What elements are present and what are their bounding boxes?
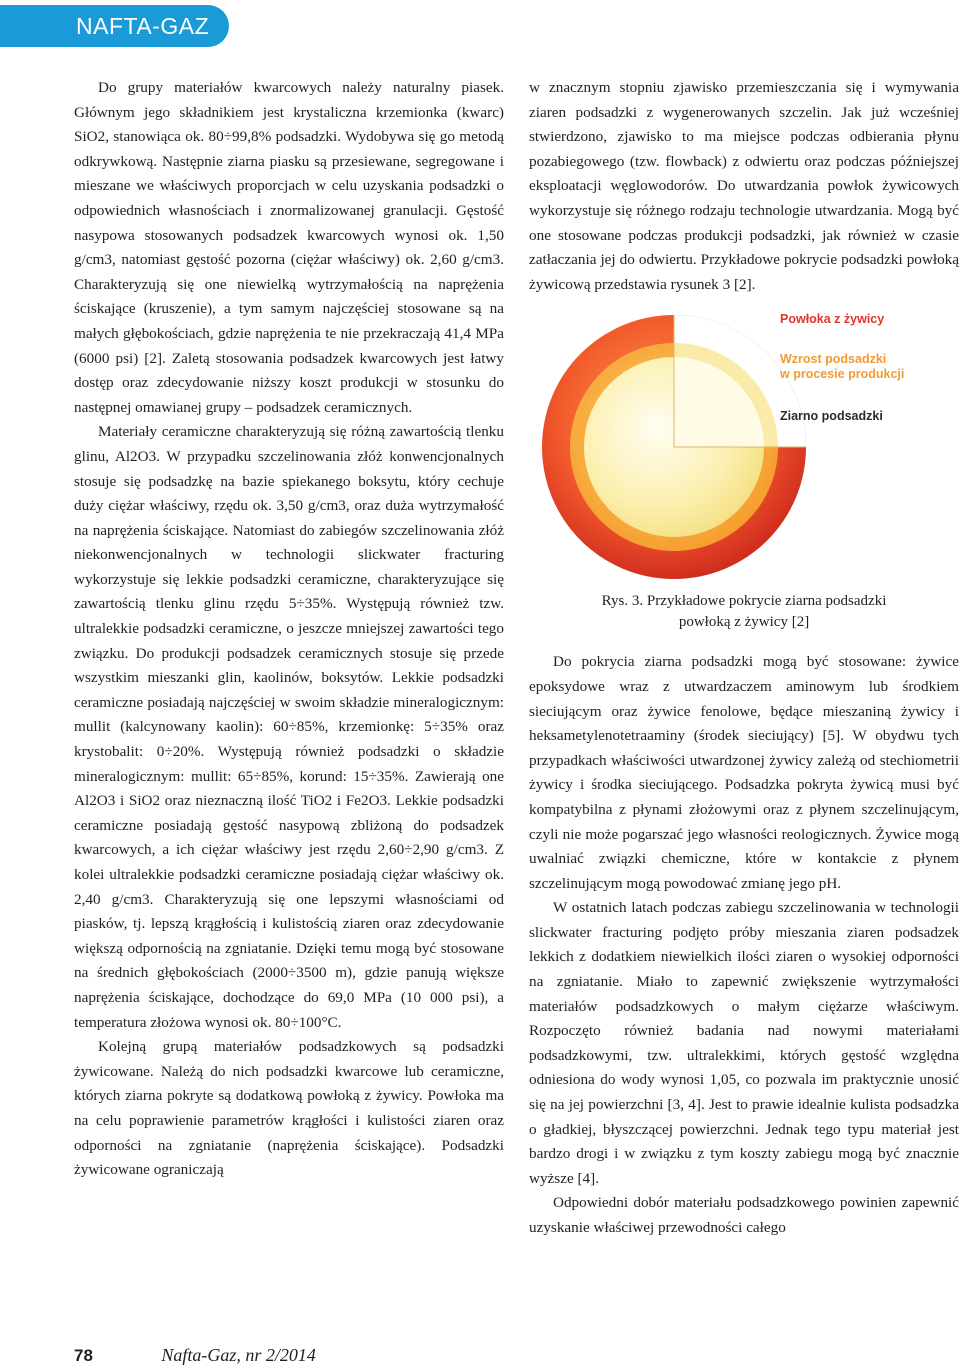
journal-tag: NAFTA-GAZ	[0, 5, 229, 47]
figure-caption	[529, 591, 959, 633]
page-footer	[74, 1345, 316, 1366]
grain-illustration	[529, 309, 959, 584]
label-growth	[780, 352, 910, 382]
page-number: 78	[74, 1346, 93, 1365]
caption-line-2: powłoką z żywicy [2]	[678, 614, 810, 631]
right-paragraph-3: W ostatnich latach podczas zabiegu szczelinowania w technologii slickwater fracturing podjęto próby mieszania ziaren podsadzek lekkich z dodatkiem niewielkich ilości ziaren o wysokiej odporności na zgniatanie. Miało to zapewnić zwiększenie wytrzymałości materiałów podsadzkowych o małym ciężarze właściwym. Rozpoczęto również badania nad nowymi materiałami podsadzkowymi, tzw. ultralekkimi, których gęstość względna odniesiona do wody wynosi 1,05, co pozwala im praktycznie unosić się na jej powierzchni [3, 4]. Jest to prawie idealnie kulista podsadzka o gładkiej, błyszczącej powierzchni. Jednak tego typu materiał jest bardzo drogi i w związku z tym koszty zabiegu mogą być znacznie wyższe [4].	[529, 899, 959, 1187]
label-core: Ziarno podsadzki	[780, 409, 883, 424]
journal-issue: Nafta-Gaz, nr 2/2014	[161, 1345, 316, 1365]
right-paragraph-1: w znacznym stopniu zjawisko przemieszczania się i wymywania ziaren podsadzki z wygenerowanych szczelin. Jak już wcześniej stwierdzono, zjawisko to ma miejsce podczas odbierania płynu pozabiegowego (tzw. flowback) z odwiertu oraz podczas późniejszej eksploatacji węglowodorów. Do utwardzania powłok żywicowych wykorzystuje się różnego rodzaju technologie utwardzania. Mogą być one stosowane podczas produkcji podsadzki, jak również w czasie zatłaczania jej do odwiertu. Przykładowe pokrycie podsadzki powłoką żywicową przedstawia rysunek 3 [2].	[529, 79, 959, 293]
right-column	[529, 76, 959, 1241]
left-column	[74, 76, 504, 1183]
label-growth-line2: w procesie produkcji	[780, 367, 905, 382]
figure-resin-coated-grain	[529, 309, 959, 584]
left-paragraph-3: Kolejną grupą materiałów podsadzkowych są podsadzki żywicowane. Należą do nich podsadzki kwarcowe lub ceramiczne, których ziarna pokryte są dodatkową powłoką z żywicy. Powłoka ma na celu poprawienie parametrów krągłości i kulistości ziaren oraz odporności na zgniatanie (naprężenia ściskające). Podsadzki żywicowane ograniczają	[74, 1038, 504, 1179]
left-paragraph-2: Materiały ceramiczne charakteryzują się różną zawartością tlenku glinu, Al2O3. W przypadku szczelinowania złóż konwencjonalnych stosuje się podsadzkę na bazie spiekanego boksytu, który cechuje duży ciężar właściwy, rzędu ok. 3,50 g/cm3, oraz duża wytrzymałość na naprężenia ściskające. Natomiast do zabiegów szczelinowania złóż niekonwencjonalnych w technologii slickwater fracturing wykorzystuje się lekkie podsadzki ceramiczne, charakteryzujące się zawartością tlenku glinu rzędu 5÷35%. Występują również tzw. ultralekkie podsadzki ceramiczne, o jeszcze mniejszej zawartości tego związku. Do produkcji podsadzek ceramicznych stosuje się przede wszystkim mieszanki glin, kaolinów, boksytów. Lekkie podsadzki ceramiczne posiadają najczęściej w swoim składzie mineralogicznym: mullit (kalcynowany kaolin): 60÷85%, krzemionkę: 5÷35% oraz krystobalit: 0÷20%. Występują również podsadzki o składzie mineralogicznym: mullit: 65÷85%, korund: 15÷35%. Zawierają one Al2O3 i SiO2 oraz nieznaczną ilość TiO2 i Fe2O3. Lekkie podsadzki ceramiczne posiadają gęstość nasypową zbliżoną do podsadzek kwarcowych, a ich ciężar właściwy jest rzędu 2,60÷2,90 g/cm3. Z kolei ultralekkie podsadzki ceramiczne posiadają ciężar właściwy ok. 2,40 g/cm3. Charakteryzują się one lepszymi własnościami od piasków, tj. lepszą krągłością i kulistością ziaren oraz zdecydowanie większą odpornością na zgniatanie. Dzięki temu mogą być stosowane na średnich głębokościach (2000÷3500 m), gdzie panują większe naprężenia ściskające, dochodzące do 69,0 MPa (10 000 psi), a temperatura złożowa wynosi ok. 80÷100°C.	[74, 423, 504, 1031]
label-coating: Powłoka z żywicy	[780, 312, 885, 327]
left-paragraph-1: Do grupy materiałów kwarcowych należy naturalny piasek. Głównym jego składnikiem jest krystaliczna krzemionka (kwarc) SiO2, stanowiąca ok. 80÷99,8% podsadzki. Wydobywa się go metodą odkrywkową. Następnie ziarna piasku są przesiewane, segregowane i mieszane we właściwych proporcjach w celu uzyskania podsadzki o odpowiednich własnościach i znormalizowanej granulacji. Gęstość nasypowa stosowanych podsadzek kwarcowych wynosi ok. 1,50 g/cm3, natomiast gęstość pozorna (ciężar właściwy) ok. 2,60 g/cm3. Charakteryzują się one niewielką wytrzymałością na naprężenia ściskające (kruszenie), a tym samym najczęściej stosowane są na małych głębokościach, gdzie naprężenia te nie przekraczają 41,4 MPa (6000 psi) [2]. Zaletą stosowania podsadzek kwarcowych jest łatwy dostęp oraz zdecydowanie niższy koszt produkcji w stosunku do następnej omawianej grupy – podsadzek ceramicznych.	[74, 79, 504, 416]
caption-line-1: Rys. 3. Przykładowe pokrycie ziarna podsadzki	[601, 593, 887, 610]
right-paragraph-4: Odpowiedni dobór materiału podsadzkowego powinien zapewnić uzyskanie właściwej przewodności całego	[529, 1194, 959, 1236]
label-growth-line1: Wzrost podsadzki	[780, 352, 887, 367]
right-paragraph-2: Do pokrycia ziarna podsadzki mogą być stosowane: żywice epoksydowe wraz z utwardzaczem aminowym lub środkiem sieciującym oraz żywice fenolowe, będące mieszaniną żywicy i heksametylenotetraaminy (środek sieciujący) [5]. W obydwu tych przypadkach właściwości utwardzonej żywicy zależą od stechiometrii żywicy i środka sieciującego. Podsadzka pokryta żywicą musi być kompatybilna z płynami złożowymi oraz z płynem szczelinującym, czyli nie może pogarszać jego własności reologicznych. Żywice mogą uwalniać związki chemiczne, które w kontakcie z płynem szczelinującym mogą powodować zmianę jego pH.	[529, 653, 959, 892]
